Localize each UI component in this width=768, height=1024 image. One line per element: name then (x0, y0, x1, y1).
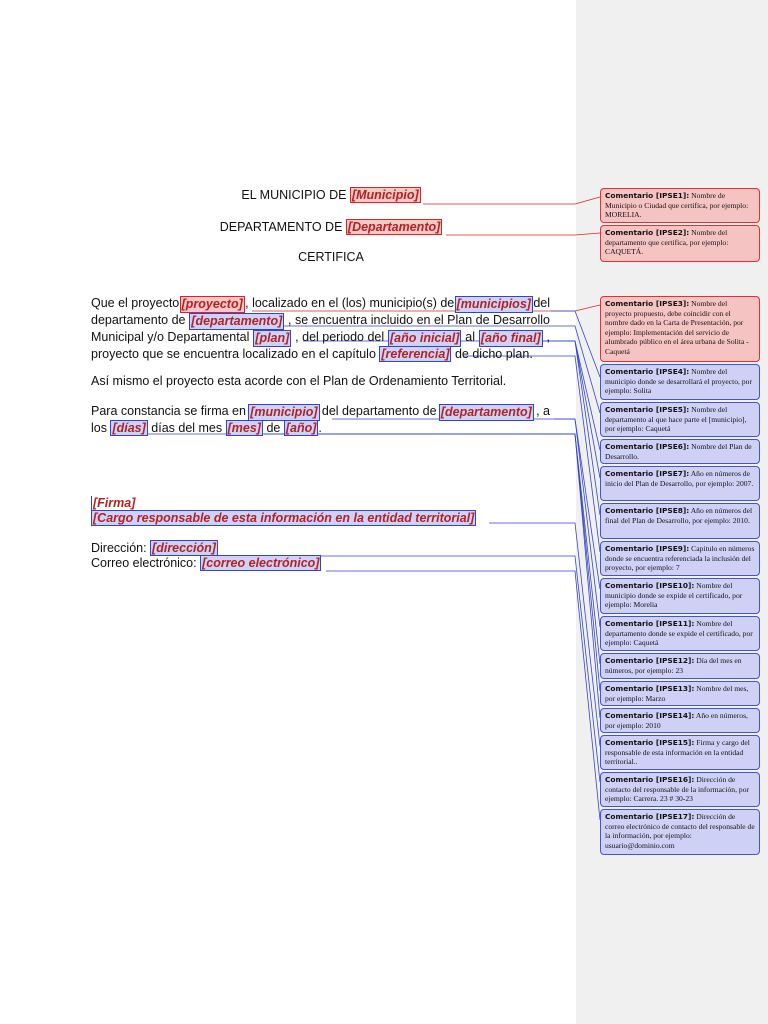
field-mes[interactable]: [mes] (227, 421, 261, 435)
comment-text: Nombre del departamento al que hace parte el [municipio], por ejemplo: Caquetá (605, 405, 747, 433)
comment-label: Comentario [IPSE12]: (605, 656, 695, 665)
text-segment: días del mes (147, 421, 226, 435)
comment-ipse14[interactable] (600, 708, 760, 733)
text-segment: al (465, 330, 476, 344)
comment-ipse7[interactable] (600, 466, 760, 501)
text-segment: Para constancia se firma en (91, 404, 246, 418)
comment-ipse8[interactable] (600, 503, 760, 539)
field-municipio[interactable]: [Municipio] (351, 188, 419, 202)
comment-label: Comentario [IPSE16]: (605, 775, 695, 784)
comment-label: Comentario [IPSE14]: (605, 711, 695, 720)
comment-text: Nombre del municipio donde se expide el certificado, por ejemplo: Morelia (605, 581, 743, 609)
comment-label: Comentario [IPSE3]: (605, 299, 690, 308)
correo-label: Correo electrónico: (91, 556, 201, 570)
field-municipios[interactable]: [municipios] (456, 297, 531, 311)
text-segment: . (318, 421, 322, 435)
comment-label: Comentario [IPSE11]: (605, 619, 695, 628)
header-municipio-text: EL MUNICIPIO DE (241, 188, 350, 202)
field-plan[interactable]: [plan] (255, 331, 290, 345)
field-ano-inicial[interactable]: [año inicial] (389, 331, 460, 345)
paragraph-constancia (91, 404, 550, 436)
paragraph-line (91, 496, 550, 511)
comment-ipse5[interactable] (600, 402, 760, 437)
paragraph-line (91, 347, 550, 362)
comment-label: Comentario [IPSE6]: (605, 442, 690, 451)
field-cargo[interactable]: [Cargo responsable de esta información en la entidad territorial] (93, 511, 475, 525)
header-departamento-line (91, 220, 571, 234)
comment-label: Comentario [IPSE17]: (605, 812, 695, 821)
comment-label: Comentario [IPSE5]: (605, 405, 690, 414)
paragraph-line (91, 404, 550, 421)
comment-ipse12[interactable] (600, 653, 760, 679)
field-firma[interactable]: [Firma] (93, 496, 136, 510)
paragraph-line (91, 313, 550, 330)
text-segment: de (262, 421, 284, 435)
paragraph-line (91, 296, 550, 313)
text-segment: , del periodo del (295, 330, 385, 344)
text-segment: , (546, 330, 550, 344)
comment-ipse13[interactable] (600, 681, 760, 706)
comment-text: Nombre del municipio donde se desarrollará el proyecto, por ejemplo: Solita (605, 367, 752, 395)
text-segment: del (533, 296, 550, 310)
text-segment: departamento de (91, 313, 186, 327)
comment-text: Nombre del mes, por ejemplo: Marzo (605, 684, 749, 703)
text-segment: , localizado en el (los) municipio(s) de (245, 296, 455, 310)
field-proyecto[interactable]: [proyecto] (181, 297, 243, 311)
direccion-label: Dirección: (91, 541, 151, 555)
field-direccion[interactable]: [dirección] (152, 541, 216, 555)
comment-ipse11[interactable] (600, 616, 760, 651)
field-departamento-proyecto[interactable]: [departamento] (191, 314, 283, 328)
field-departamento-firma[interactable]: [departamento] (440, 405, 532, 419)
paragraph-line (91, 556, 550, 571)
comment-ipse2[interactable] (600, 225, 760, 262)
comment-text: Año en números de inicio del Plan de Desarrollo, por ejemplo: 2007. (605, 469, 754, 488)
text-segment: los (91, 421, 111, 435)
paragraph-line (91, 421, 550, 436)
comment-ipse4[interactable] (600, 364, 760, 400)
text-segment: del departamento de (321, 404, 437, 418)
comment-text: Nombre del Plan de Desarrollo. (605, 442, 752, 461)
comment-text: Dirección de correo electrónico de contacto del responsable de la información, por ejemplo: usuario@dominio.com (605, 812, 755, 850)
paragraph-proyecto (91, 296, 550, 362)
comment-label: Comentario [IPSE4]: (605, 367, 690, 376)
text-segment: de dicho plan. (451, 347, 533, 361)
comment-label: Comentario [IPSE8]: (605, 506, 690, 515)
comment-label: Comentario [IPSE9]: (605, 544, 690, 553)
comment-text: Dirección de contacto del responsable de la información, por ejemplo: Carrera. 23 # 30-23 (605, 775, 750, 803)
field-referencia[interactable]: [referencia] (381, 347, 450, 361)
comment-text: Nombre del departamento que certifica, por ejemplo: CAQUETÁ. (605, 228, 729, 256)
comment-text: Capitulo en números donde se encuentra referenciada la inclusión del proyecto, por ejemplo: 7 (605, 544, 755, 572)
comment-text: Firma y cargo del responsable de esta información en la entidad territorial.. (605, 738, 750, 766)
paragraph-line (91, 330, 550, 347)
comment-label: Comentario [IPSE2]: (605, 228, 690, 237)
comment-text: Año en números, por ejemplo: 2010 (605, 711, 748, 730)
contact-block (91, 541, 550, 571)
certifica-title: CERTIFICA (298, 250, 364, 264)
comment-ipse10[interactable] (600, 578, 760, 614)
comment-label: Comentario [IPSE1]: (605, 191, 690, 200)
comment-label: Comentario [IPSE10]: (605, 581, 695, 590)
field-departamento[interactable]: [Departamento] (347, 220, 441, 234)
comment-ipse1[interactable] (600, 188, 760, 223)
header-municipio-line (91, 188, 571, 202)
paragraph-line (91, 511, 550, 526)
comment-ipse3[interactable] (600, 296, 760, 362)
comment-ipse15[interactable] (600, 735, 760, 770)
comment-ipse9[interactable] (600, 541, 760, 576)
paragraph-ordenamiento: Así mismo el proyecto esta acorde con el Plan de Ordenamiento Territorial. (91, 374, 507, 388)
text-segment: proyecto que se encuentra localizado en el capítulo (91, 347, 380, 361)
comment-label: Comentario [IPSE7]: (605, 469, 690, 478)
comment-text: Nombre del proyecto propuesto, debe coincidir con el nombre dado en la Carta de Presentación, por ejemplo: Implementación del servicio de alumbrado público en el área urbana de Solita - Caquetá (605, 299, 749, 356)
field-dias[interactable]: [días] (112, 421, 146, 435)
text-segment: Que el proyecto (91, 296, 180, 310)
comment-text: Nombre del departamento donde se expide el certificado, por ejemplo: Caquetá (605, 619, 753, 647)
comment-text: Día del mes en números, por ejemplo: 23 (605, 656, 742, 675)
comment-ipse6[interactable] (600, 439, 760, 464)
comment-label: Comentario [IPSE15]: (605, 738, 695, 747)
field-ano[interactable]: [año] (285, 421, 317, 435)
text-segment: Municipal y/o Departamental (91, 330, 250, 344)
comment-text: Nombre de Municipio o Ciudad que certifica, por ejemplo: MORELIA. (605, 191, 749, 219)
field-municipio-firma[interactable]: [municipio] (250, 405, 318, 419)
comment-ipse16[interactable] (600, 772, 760, 807)
comment-ipse17[interactable] (600, 809, 760, 855)
field-ano-final[interactable]: [año final] (480, 331, 541, 345)
signature-block (91, 496, 550, 526)
comment-text: Año en números del final del Plan de Desarrollo, por ejemplo: 2010. (605, 506, 753, 525)
paragraph-line (91, 541, 550, 556)
text-segment: , a (536, 404, 550, 418)
text-segment: , se encuentra incluido en el Plan de Desarrollo (288, 313, 550, 327)
header-departamento-text: DEPARTAMENTO DE (219, 220, 346, 234)
field-correo[interactable]: [correo electrónico] (202, 556, 320, 570)
comment-label: Comentario [IPSE13]: (605, 684, 695, 693)
